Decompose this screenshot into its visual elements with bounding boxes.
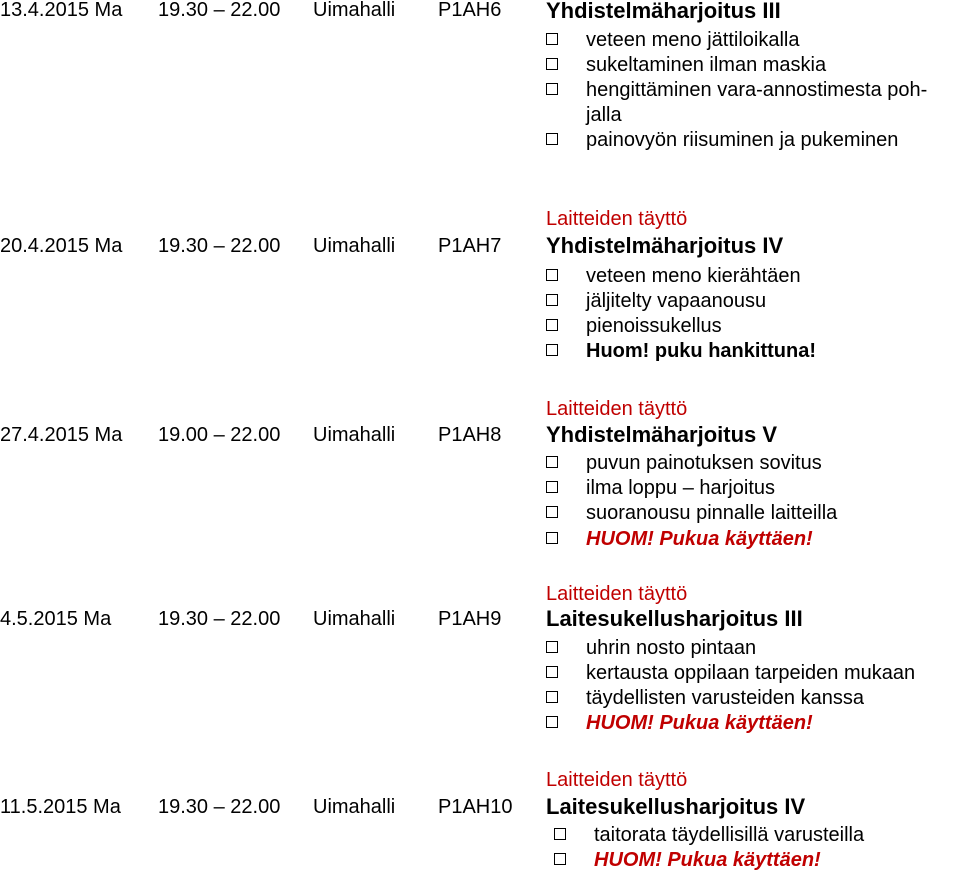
checkbox-bullet-icon	[546, 716, 558, 728]
session-1-title: Yhdistelmäharjoitus III	[546, 0, 781, 23]
list-item: Huom! puku hankittuna!	[546, 339, 816, 363]
list-item: jäljitelty vapaanousu	[546, 289, 766, 313]
checkbox-bullet-icon	[546, 666, 558, 678]
list-item: täydellisten varusteiden kanssa	[546, 686, 864, 710]
checkbox-bullet-icon	[546, 691, 558, 703]
list-item: ilma loppu – harjoitus	[546, 476, 775, 500]
session-2-tag: Laitteiden täyttö	[546, 208, 688, 230]
checkbox-bullet-icon	[546, 641, 558, 653]
session-3-date: 27.4.2015 Ma	[0, 424, 123, 446]
checkbox-bullet-icon	[546, 456, 558, 468]
session-3-time: 19.00 – 22.00	[158, 424, 281, 446]
list-item: sukeltaminen ilman maskia	[546, 53, 826, 77]
checkbox-bullet-icon	[546, 83, 558, 95]
list-item: hengittäminen vara-annostimesta poh-	[546, 78, 927, 102]
session-5-tag: Laitteiden täyttö	[546, 769, 688, 791]
session-4-title: Laitesukellusharjoitus III	[546, 606, 803, 631]
session-4-place: Uimahalli	[313, 608, 396, 630]
list-item: uhrin nosto pintaan	[546, 636, 756, 660]
session-3-code: P1AH8	[438, 424, 502, 446]
list-item: suoranousu pinnalle laitteilla	[546, 501, 837, 525]
list-item: kertausta oppilaan tarpeiden mukaan	[546, 661, 915, 685]
checkbox-bullet-icon	[546, 481, 558, 493]
session-5-time: 19.30 – 22.00	[158, 796, 281, 818]
session-4-date: 4.5.2015 Ma	[0, 608, 112, 630]
session-4-tag: Laitteiden täyttö	[546, 583, 688, 605]
checkbox-bullet-icon	[554, 853, 566, 865]
checkbox-bullet-icon	[546, 532, 558, 544]
list-item: veteen meno jättiloikalla	[546, 28, 799, 52]
session-4-time: 19.30 – 22.00	[158, 608, 281, 630]
session-3-place: Uimahalli	[313, 424, 396, 446]
checkbox-bullet-icon	[546, 344, 558, 356]
list-item-warning: HUOM! Pukua käyttäen!	[546, 711, 813, 735]
list-item-continuation: jalla	[586, 104, 622, 126]
list-item: painovyön riisuminen ja pukeminen	[546, 128, 898, 152]
session-1-time: 19.30 – 22.00	[158, 0, 281, 21]
session-2-place: Uimahalli	[313, 235, 396, 257]
session-2-time: 19.30 – 22.00	[158, 235, 281, 257]
session-1-code: P1AH6	[438, 0, 502, 21]
list-item-warning: HUOM! Pukua käyttäen!	[546, 527, 813, 551]
checkbox-bullet-icon	[546, 506, 558, 518]
list-item: veteen meno kierähtäen	[546, 264, 801, 288]
session-5-date: 11.5.2015 Ma	[0, 796, 121, 818]
checkbox-bullet-icon	[554, 828, 566, 840]
session-1-date: 13.4.2015 Ma	[0, 0, 123, 21]
checkbox-bullet-icon	[546, 33, 558, 45]
checkbox-bullet-icon	[546, 58, 558, 70]
checkbox-bullet-icon	[546, 319, 558, 331]
list-item: pienoissukellus	[546, 314, 722, 338]
session-2-code: P1AH7	[438, 235, 502, 257]
session-5-code: P1AH10	[438, 796, 513, 818]
checkbox-bullet-icon	[546, 133, 558, 145]
session-2-title: Yhdistelmäharjoitus IV	[546, 233, 784, 258]
checkbox-bullet-icon	[546, 294, 558, 306]
list-item: taitorata täydellisillä varusteilla	[554, 823, 864, 847]
session-5-title: Laitesukellusharjoitus IV	[546, 794, 806, 819]
session-2-date: 20.4.2015 Ma	[0, 235, 123, 257]
session-5-place: Uimahalli	[313, 796, 396, 818]
checkbox-bullet-icon	[546, 269, 558, 281]
list-item-warning: HUOM! Pukua käyttäen!	[554, 848, 821, 872]
session-3-title: Yhdistelmäharjoitus V	[546, 422, 778, 447]
list-item: puvun painotuksen sovitus	[546, 451, 822, 475]
session-1-place: Uimahalli	[313, 0, 396, 21]
session-4-code: P1AH9	[438, 608, 502, 630]
session-3-tag: Laitteiden täyttö	[546, 398, 688, 420]
